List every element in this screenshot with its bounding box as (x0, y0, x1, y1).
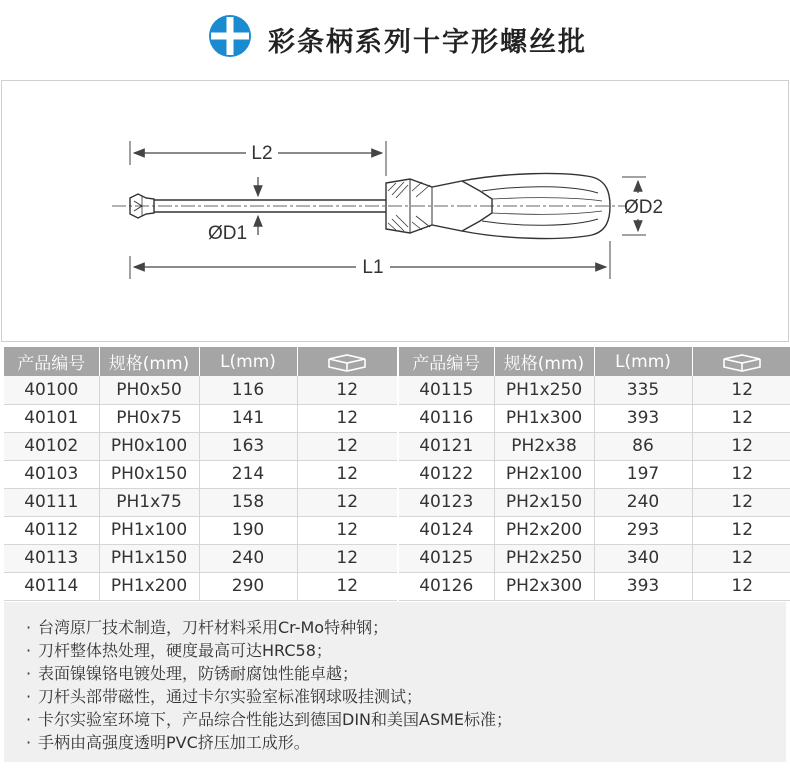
cell-spec: PH0x75 (99, 404, 199, 432)
cell-length: 240 (594, 488, 692, 516)
cell-product-code: 40111 (4, 488, 99, 516)
cell-box-qty: 12 (297, 516, 397, 544)
cell-spec: PH2x250 (494, 544, 594, 572)
header-spec: 规格(mm) (494, 347, 594, 376)
note-item (26, 639, 786, 662)
cell-product-code: 40101 (4, 404, 99, 432)
bullet-dot: · (26, 618, 32, 637)
cell-product-code: 40124 (399, 516, 494, 544)
table-row (4, 404, 397, 432)
cell-spec: PH0x50 (99, 376, 199, 404)
note-item (26, 662, 786, 685)
table-row (4, 488, 397, 516)
cell-box-qty: 12 (297, 432, 397, 460)
cell-box-qty: 12 (692, 404, 790, 432)
bullet-dot: · (26, 733, 32, 752)
cell-spec: PH0x150 (99, 460, 199, 488)
table-row (399, 460, 790, 488)
cell-spec: PH2x300 (494, 572, 594, 600)
spec-table-left (4, 347, 397, 601)
cell-box-qty: 12 (297, 376, 397, 404)
cell-length: 86 (594, 432, 692, 460)
table-row (4, 376, 397, 404)
cell-length: 393 (594, 404, 692, 432)
cell-box-qty: 12 (692, 432, 790, 460)
note-item (26, 731, 786, 754)
cell-spec: PH2x100 (494, 460, 594, 488)
table-row (4, 460, 397, 488)
cell-product-code: 40100 (4, 376, 99, 404)
cell-box-qty: 12 (297, 572, 397, 600)
header-length: L(mm) (199, 347, 297, 376)
cell-length: 158 (199, 488, 297, 516)
header-box (692, 347, 790, 376)
cell-length: 141 (199, 404, 297, 432)
page-title: 彩条柄系列十字形螺丝批 (268, 27, 587, 58)
cell-box-qty: 12 (692, 544, 790, 572)
cell-box-qty: 12 (692, 488, 790, 516)
table-row (399, 404, 790, 432)
note-text: 手柄由高强度透明PVC挤压加工成形。 (38, 733, 310, 752)
table-row (4, 516, 397, 544)
cell-product-code: 40102 (4, 432, 99, 460)
bullet-dot: · (26, 664, 32, 683)
cell-product-code: 40114 (4, 572, 99, 600)
table-row (399, 432, 790, 460)
cell-spec: PH0x100 (99, 432, 199, 460)
cell-product-code: 40125 (399, 544, 494, 572)
screwdriver-drawing (2, 81, 790, 343)
cell-spec: PH1x100 (99, 516, 199, 544)
bullet-dot: · (26, 687, 32, 706)
note-item (26, 708, 786, 731)
note-text: 表面镍镍铬电镀处理，防锈耐腐蚀性能卓越； (38, 664, 359, 683)
spec-table-area (0, 347, 790, 601)
bullet-dot: · (26, 641, 32, 660)
cell-length: 293 (594, 516, 692, 544)
table-header-row (399, 347, 790, 376)
cell-length: 335 (594, 376, 692, 404)
screwdriver-diagram (1, 80, 789, 342)
l2-label: L2 (251, 143, 273, 164)
cell-spec: PH2x150 (494, 488, 594, 516)
bullet-dot: · (26, 710, 32, 729)
cell-product-code: 40126 (399, 572, 494, 600)
cell-box-qty: 12 (297, 488, 397, 516)
header-spec: 规格(mm) (99, 347, 199, 376)
note-item (26, 685, 786, 708)
table-row (4, 432, 397, 460)
page-header (0, 0, 790, 80)
cell-product-code: 40121 (399, 432, 494, 460)
table-row (399, 488, 790, 516)
cell-length: 197 (594, 460, 692, 488)
cell-box-qty: 12 (692, 516, 790, 544)
note-item (26, 616, 786, 639)
phillips-cross-icon (208, 14, 252, 58)
header-length: L(mm) (594, 347, 692, 376)
cell-length: 190 (199, 516, 297, 544)
note-text: 刀杆头部带磁性，通过卡尔实验室标准钢球吸挂测试； (38, 687, 423, 706)
cell-box-qty: 12 (692, 572, 790, 600)
cell-product-code: 40123 (399, 488, 494, 516)
cell-spec: PH2x38 (494, 432, 594, 460)
cell-box-qty: 12 (297, 460, 397, 488)
cell-spec: PH1x300 (494, 404, 594, 432)
header-box (297, 347, 397, 376)
table-row (399, 572, 790, 600)
cell-length: 214 (199, 460, 297, 488)
cell-length: 163 (199, 432, 297, 460)
d1-label: ØD1 (208, 223, 248, 244)
cell-box-qty: 12 (692, 460, 790, 488)
note-text: 卡尔实验室环境下，产品综合性能达到德国DIN和美国ASME标准； (38, 710, 513, 729)
cell-box-qty: 12 (692, 376, 790, 404)
box-icon (325, 352, 369, 372)
cell-length: 393 (594, 572, 692, 600)
cell-spec: PH1x150 (99, 544, 199, 572)
table-header-row (4, 347, 397, 376)
note-text: 台湾原厂技术制造，刀杆材料采用Cr-Mo特种钢； (38, 618, 389, 637)
cell-spec: PH2x200 (494, 516, 594, 544)
cell-product-code: 40113 (4, 544, 99, 572)
header-product-code: 产品编号 (4, 347, 99, 376)
cell-spec: PH1x250 (494, 376, 594, 404)
note-text: 刀杆整体热处理，硬度最高可达HRC58； (38, 641, 332, 660)
cell-length: 240 (199, 544, 297, 572)
l1-label: L1 (362, 257, 384, 278)
spec-table-right (399, 347, 790, 601)
d2-label: ØD2 (624, 197, 664, 218)
cell-length: 340 (594, 544, 692, 572)
cell-length: 116 (199, 376, 297, 404)
cell-product-code: 40115 (399, 376, 494, 404)
cell-product-code: 40112 (4, 516, 99, 544)
cell-product-code: 40122 (399, 460, 494, 488)
cell-product-code: 40116 (399, 404, 494, 432)
table-row (4, 572, 397, 600)
table-row (399, 516, 790, 544)
cell-length: 290 (199, 572, 297, 600)
table-row (399, 376, 790, 404)
table-row (399, 544, 790, 572)
header-product-code: 产品编号 (399, 347, 494, 376)
box-icon (720, 352, 764, 372)
cell-spec: PH1x200 (99, 572, 199, 600)
cell-box-qty: 12 (297, 544, 397, 572)
feature-notes (4, 602, 786, 762)
cell-spec: PH1x75 (99, 488, 199, 516)
table-row (4, 544, 397, 572)
cell-box-qty: 12 (297, 404, 397, 432)
cell-product-code: 40103 (4, 460, 99, 488)
